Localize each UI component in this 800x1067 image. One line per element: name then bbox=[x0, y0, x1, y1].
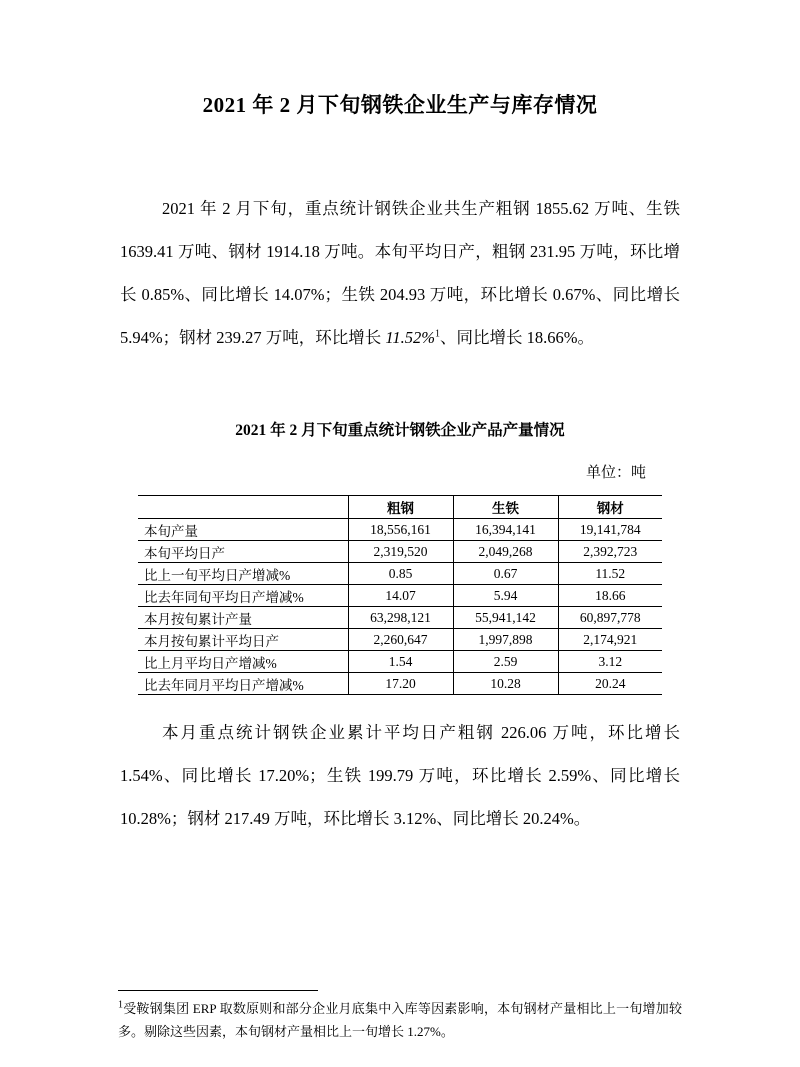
cell-value: 2,174,921 bbox=[558, 629, 662, 651]
cell-value: 10.28 bbox=[453, 673, 558, 695]
cell-value: 60,897,778 bbox=[558, 607, 662, 629]
table-row bbox=[138, 585, 662, 607]
row-label: 比上月平均日产增减% bbox=[138, 651, 348, 673]
table-header-row bbox=[138, 496, 662, 519]
cell-value: 5.94 bbox=[453, 585, 558, 607]
cell-value: 1,997,898 bbox=[453, 629, 558, 651]
table-row bbox=[138, 629, 662, 651]
cell-value: 0.85 bbox=[348, 563, 453, 585]
row-label: 本旬产量 bbox=[138, 519, 348, 541]
paragraph-1-text: 2021 年 2 月下旬，重点统计钢铁企业共生产粗钢 1855.62 万吨、生铁 1639.41 万吨、钢材 1914.18 万吨。本旬平均日产，粗钢 231.95 万吨，环比增长 0.85%、同比增长 14.07%；生铁 204.93 万吨，环比增长 0.67%、同比增长 5.94%；钢材 239.27 万吨，环比增长 bbox=[120, 199, 680, 347]
row-label: 比去年同月平均日产增减% bbox=[138, 673, 348, 695]
cell-value: 2.59 bbox=[453, 651, 558, 673]
cell-value: 14.07 bbox=[348, 585, 453, 607]
footnote-separator bbox=[118, 990, 318, 991]
column-header-steel-products: 钢材 bbox=[558, 496, 662, 519]
cell-value: 3.12 bbox=[558, 651, 662, 673]
cell-value: 18.66 bbox=[558, 585, 662, 607]
cell-value: 18,556,161 bbox=[348, 519, 453, 541]
document-title: 2021 年 2 月下旬钢铁企业生产与库存情况 bbox=[202, 93, 598, 117]
table-row bbox=[138, 607, 662, 629]
cell-value: 1.54 bbox=[348, 651, 453, 673]
cell-value: 55,941,142 bbox=[453, 607, 558, 629]
table-row bbox=[138, 673, 662, 695]
cell-value: 20.24 bbox=[558, 673, 662, 695]
cell-value: 17.20 bbox=[348, 673, 453, 695]
cell-value: 2,049,268 bbox=[453, 541, 558, 563]
cell-value: 2,319,520 bbox=[348, 541, 453, 563]
footnote-number: 1 bbox=[118, 999, 123, 1011]
row-label: 本月按旬累计产量 bbox=[138, 607, 348, 629]
cell-value: 2,260,647 bbox=[348, 629, 453, 651]
cell-value: 16,394,141 bbox=[453, 519, 558, 541]
production-table bbox=[138, 495, 662, 695]
footnote-text-block bbox=[118, 997, 682, 1043]
cell-value: 2,392,723 bbox=[558, 541, 662, 563]
row-label: 比去年同旬平均日产增减% bbox=[138, 585, 348, 607]
column-header-pig-iron: 生铁 bbox=[453, 496, 558, 519]
table-corner-cell bbox=[138, 496, 348, 519]
paragraph-1-text-end: 、同比增长 18.66%。 bbox=[440, 328, 595, 347]
table-row bbox=[138, 563, 662, 585]
footnote-reference-marker: 1 bbox=[435, 328, 441, 340]
table-row bbox=[138, 541, 662, 563]
unit-label: 单位：吨 bbox=[585, 465, 646, 481]
column-header-crude-steel: 粗钢 bbox=[348, 496, 453, 519]
row-label: 本月按旬累计平均日产 bbox=[138, 629, 348, 651]
row-label: 比上一旬平均日产增减% bbox=[138, 563, 348, 585]
row-label: 本旬平均日产 bbox=[138, 541, 348, 563]
cell-value: 0.67 bbox=[453, 563, 558, 585]
cell-value: 19,141,784 bbox=[558, 519, 662, 541]
table-title: 2021 年 2 月下旬重点统计钢铁企业产品产量情况 bbox=[235, 422, 565, 439]
paragraph-monthly-summary: 本月重点统计钢铁企业累计平均日产粗钢 226.06 万吨，环比增长 1.54%、同比增长 17.20%；生铁 199.79 万吨，环比增长 2.59%、同比增长 10.28%；钢材 217.49 万吨，环比增长 3.12%、同比增长 20.24%。 bbox=[120, 723, 680, 828]
table-row bbox=[138, 519, 662, 541]
footnote bbox=[118, 990, 682, 1043]
cell-value: 11.52 bbox=[558, 563, 662, 585]
paragraph-production-summary bbox=[120, 187, 680, 359]
cell-value: 63,298,121 bbox=[348, 607, 453, 629]
footnote-text: 受鞍钢集团 ERP 取数原则和部分企业月底集中入库等因素影响，本旬钢材产量相比上一旬增加较多。剔除这些因素，本旬钢材产量相比上一旬增长 1.27%。 bbox=[118, 1001, 682, 1039]
italic-growth-value: 11.52% bbox=[385, 328, 436, 347]
table-row bbox=[138, 651, 662, 673]
